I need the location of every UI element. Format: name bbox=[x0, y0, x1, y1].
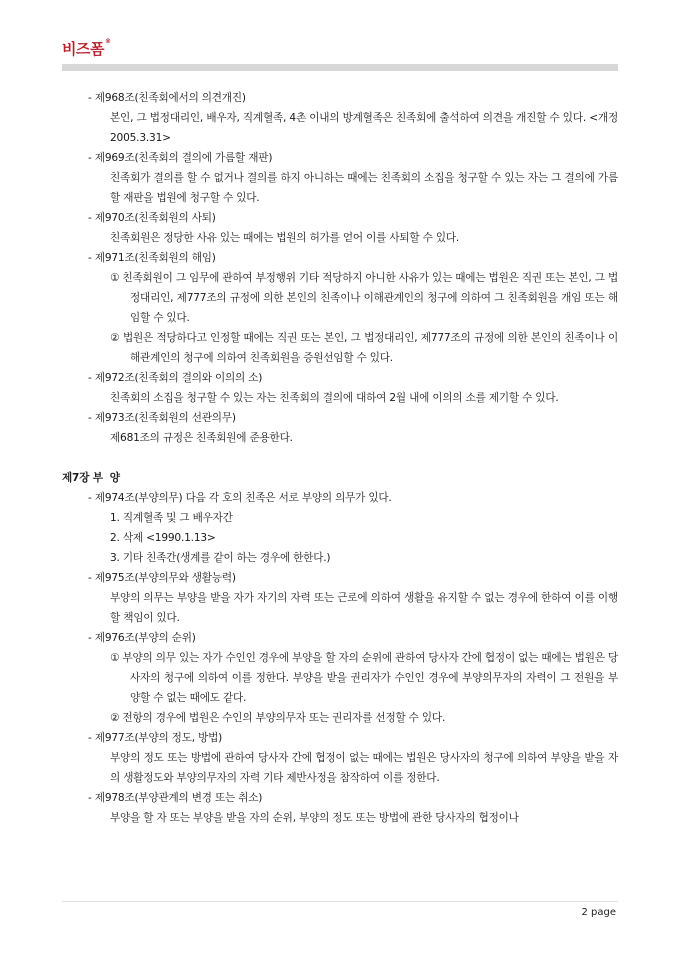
article-978-heading: - 제978조(부양관계의 변경 또는 취소) bbox=[88, 792, 263, 804]
article-971-heading: - 제971조(친족회원의 해임) bbox=[88, 252, 216, 264]
article-976-item-1: ① 부양의 의무 있는 자가 수인인 경우에 부양을 할 자의 순위에 관하여 당사자 간에 협정이 없는 때에는 법원은 당사자의 청구에 의하여 이를 정한다. 부양을 받을 권리자가 수인인 경우에 부양의무자의 자력이 그 전원을 부양할 수 없는 때에도 같다. bbox=[110, 652, 618, 704]
chapter-7-title: 제7장 부 양 bbox=[62, 472, 120, 484]
article-974-list-item-1: 1. 직계혈족 및 그 배우자간 bbox=[110, 512, 233, 524]
article-976-heading: - 제976조(부양의 순위) bbox=[88, 632, 196, 644]
article-972-body: 친족회의 소집을 청구할 수 있는 자는 친족회의 결의에 대하여 2월 내에 이의의 소를 제기할 수 있다. bbox=[110, 392, 559, 404]
article-969-heading: - 제969조(친족회의 결의에 가름할 재판) bbox=[88, 152, 273, 164]
page-number: 2 page bbox=[581, 907, 616, 918]
article-970-heading: - 제970조(친족회원의 사퇴) bbox=[88, 212, 216, 224]
article-975-heading: - 제975조(부양의무와 생활능력) bbox=[88, 572, 236, 584]
article-974-list-item-3: 3. 기타 친족간(생계를 같이 하는 경우에 한한다.) bbox=[110, 552, 331, 564]
article-976-item-2: ② 전항의 경우에 법원은 수인의 부양의무자 또는 권리자를 선정할 수 있다. bbox=[110, 712, 446, 724]
article-971-item-1: ① 친족회원이 그 임무에 관하여 부정행위 기타 적당하지 아니한 사유가 있는 때에는 법원은 직권 또는 본인, 그 법정대리인, 제777조의 규정에 의한 본인의 친족이나 이해관계인의 청구에 의하여 그 친족회원을 개임 또는 해임할 수 있다. bbox=[110, 272, 618, 324]
article-972-heading: - 제972조(친족회의 결의와 이의의 소) bbox=[88, 372, 263, 384]
article-973-heading: - 제973조(친족회원의 선관의무) bbox=[88, 412, 236, 424]
article-971-item-2: ② 법원은 적당하다고 인정할 때에는 직권 또는 본인, 그 법정대리인, 제777조의 규정에 의한 본인의 친족이나 이해관계인의 청구에 의하여 친족회원을 증원선임할 수 있다. bbox=[110, 332, 618, 364]
header-bar bbox=[62, 64, 618, 71]
article-978-body: 부양을 할 자 또는 부양을 받을 자의 순위, 부양의 정도 또는 방법에 관한 당사자의 협정이나 bbox=[110, 812, 519, 824]
bizforms-logo bbox=[62, 38, 110, 59]
article-970-body: 친족회원은 정당한 사유 있는 때에는 법원의 허가를 얻어 이를 사퇴할 수 있다. bbox=[110, 232, 460, 244]
logo-text: 비즈폼 bbox=[62, 40, 104, 58]
article-977-body: 부양의 정도 또는 방법에 관하여 당사자 간에 협정이 없는 때에는 법원은 당사자의 청구에 의하여 부양을 받을 자의 생활정도와 부양의무자의 자력 기타 제반사정을 참작하여 이를 정한다. bbox=[110, 752, 618, 784]
article-969-body: 친족회가 결의를 할 수 없거나 결의를 하지 아니하는 때에는 친족회의 소집을 청구할 수 있는 자는 그 결의에 가름할 재판을 법원에 청구할 수 있다. bbox=[110, 172, 618, 204]
registered-mark: ® bbox=[104, 38, 111, 45]
footer-divider bbox=[62, 901, 618, 902]
article-968-heading: - 제968조(친족회에서의 의견개진) bbox=[88, 92, 246, 104]
document-body bbox=[62, 88, 618, 828]
article-974-list-item-2: 2. 삭제 <1990.1.13> bbox=[110, 532, 216, 544]
article-974-heading: - 제974조(부양의무) 다음 각 호의 친족은 서로 부양의 의무가 있다. bbox=[88, 492, 392, 504]
article-975-body: 부양의 의무는 부양을 받을 자가 자기의 자력 또는 근로에 의하여 생활을 유지할 수 없는 경우에 한하여 이를 이행할 책임이 있다. bbox=[110, 592, 618, 624]
article-977-heading: - 제977조(부양의 정도, 방법) bbox=[88, 732, 223, 744]
article-973-body: 제681조의 규정은 친족회원에 준용한다. bbox=[110, 432, 293, 444]
article-968-body: 본인, 그 법정대리인, 배우자, 직계혈족, 4촌 이내의 방계혈족은 친족회에 출석하여 의견을 개진할 수 있다. <개정 2005.3.31> bbox=[110, 112, 618, 144]
